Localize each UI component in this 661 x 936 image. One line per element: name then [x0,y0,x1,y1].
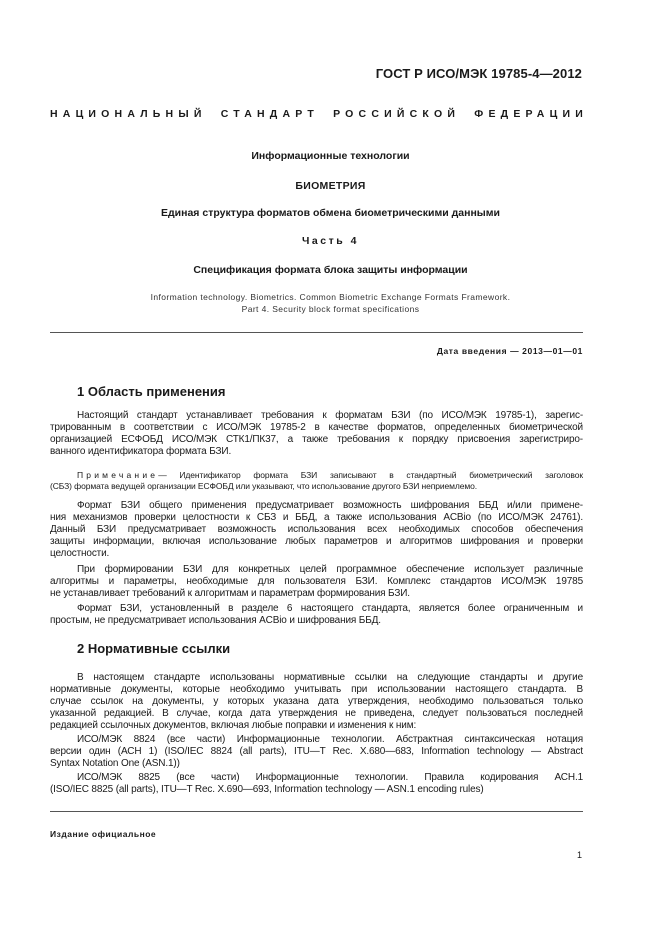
title-line-2: БИОМЕТРИЯ [295,180,366,192]
divider-bottom [50,811,583,812]
text-line: простым, не предусматривает использования ACBio и шифрования ББД. [50,615,381,626]
edition-label: Издание официальное [50,829,157,839]
divider-top [50,332,583,333]
text-line: нормативные документы, которые необходимо учитывать при использовании настоящего стандарта. В [50,684,583,695]
text-line: версии один (АСН 1) (ISO/IEC 8824 (all parts), ITU—T Rec. X.680—683, Information technology — Abstract [50,746,583,757]
standard-word: НАЦИОНАЛЬНЫЙ [50,108,207,120]
text-line: Формат БЗИ общего применения предусматривает возможность шифрования ББД и/или примене- [77,500,583,511]
introduction-date: Дата введения — 2013—01—01 [436,346,583,356]
english-title-1: Information technology. Biometrics. Common Biometric Exchange Formats Framework. [150,292,511,302]
text-line: ИСО/МЭК 8825 (все части) Информационные технологии. Правила кодирования АСН.1 [77,772,583,783]
reference-iso-8825 [50,772,583,796]
text-line: трированным в соответствии с ИСО/МЭК 19785-2 в качестве форматов, определенных биометрической [50,422,583,433]
text-line: указанной редакцией. В случае, когда дата утверждения не приведена, следует пользоваться последней [50,708,583,719]
text-line: При формировании БЗИ для конкретных целей программное обеспечение использует различные [77,564,583,575]
section-1-paragraph-3 [50,564,583,600]
text-line: редакцией ссылочных документов, включая любые поправки и изменения к ним: [50,720,417,731]
text-line: защиты информации, включая использование любых параметров и алгоритмов шифрования и проверки [50,536,583,547]
reference-iso-8824 [50,734,583,770]
standard-banner [50,108,588,120]
note-line: (СБЗ) формата ведущей организации ЕСФОБД или указывают, что использование другого БЗИ неприемлемо. [50,481,478,491]
standard-word: РОССИЙСКОЙ [333,108,461,120]
document-code: ГОСТ Р ИСО/МЭК 19785-4—2012 [375,66,582,81]
text-line: ния механизмов проверки целостности к СБЗ и ББД, а также использования ACBio (по ИСО/МЭК 24761). [50,512,583,523]
section-1-note [50,470,583,492]
page-number: 1 [576,850,582,860]
text-line: Настоящий стандарт устанавливает требования к форматам БЗИ (по ИСО/МЭК 19785-1), зарегис- [77,410,583,421]
text-line: организацией ЕСФОБД ИСО/МЭК СТК1/ПК37, а также требования к порядку присвоения зарегистриро- [50,434,583,445]
text-line: Данный БЗИ предусматривает возможность использования всех необходимых способов обеспечения [50,524,583,535]
text-line: случае ссылок на документы, у которых указана дата утверждения, необходимо пользоваться только [50,696,583,707]
title-line-5: Спецификация формата блока защиты информации [193,264,468,276]
section-1-paragraph-1 [50,410,583,458]
standard-word: СТАНДАРТ [220,108,319,120]
title-line-3: Единая структура форматов обмена биометрическими данными [161,207,500,219]
text-line: ИСО/МЭК 8824 (все части) Информационные технологии. Абстрактная синтаксическая нотация [77,734,583,745]
section-1-paragraph-2 [50,500,583,560]
text-line: целостности. [50,548,110,559]
note-line [50,470,583,481]
note-text: — Идентификатор формата БЗИ записывают в стандартный биометрический заголовок [158,470,583,480]
text-line: В настоящем стандарте использованы нормативные ссылки на следующие стандарты и другие [77,672,583,683]
english-title-2: Part 4. Security block format specifications [241,304,420,314]
section-2-heading: 2 Нормативные ссылки [77,641,231,656]
text-line: алгоритмы и параметры, необходимые для пользователя БЗИ. Комплекс стандартов ИСО/МЭК 19785 [50,576,583,587]
section-1-heading: 1 Область применения [77,384,226,399]
text-line: (ISO/IEC 8825 (all parts), ITU—T Rec. X.690—693, Information technology — ASN.1 encoding rules) [50,784,484,795]
title-part: Часть 4 [302,235,359,247]
standard-word: ФЕДЕРАЦИИ [474,108,588,120]
text-line: ванного идентификатора формата БЗИ. [50,446,232,457]
text-line: Формат БЗИ, установленный в разделе 6 настоящего стандарта, является более ограниченным и [77,603,583,614]
note-label: Примечание [77,470,159,480]
section-2-paragraph-1 [50,672,583,732]
text-line: не устанавливает требований к алгоритмам и параметрам формирования БЗИ. [50,588,410,599]
title-line-1: Информационные технологии [251,150,410,162]
section-1-paragraph-4 [50,603,583,627]
text-line: Syntax Notation One (ASN.1)) [50,758,180,769]
